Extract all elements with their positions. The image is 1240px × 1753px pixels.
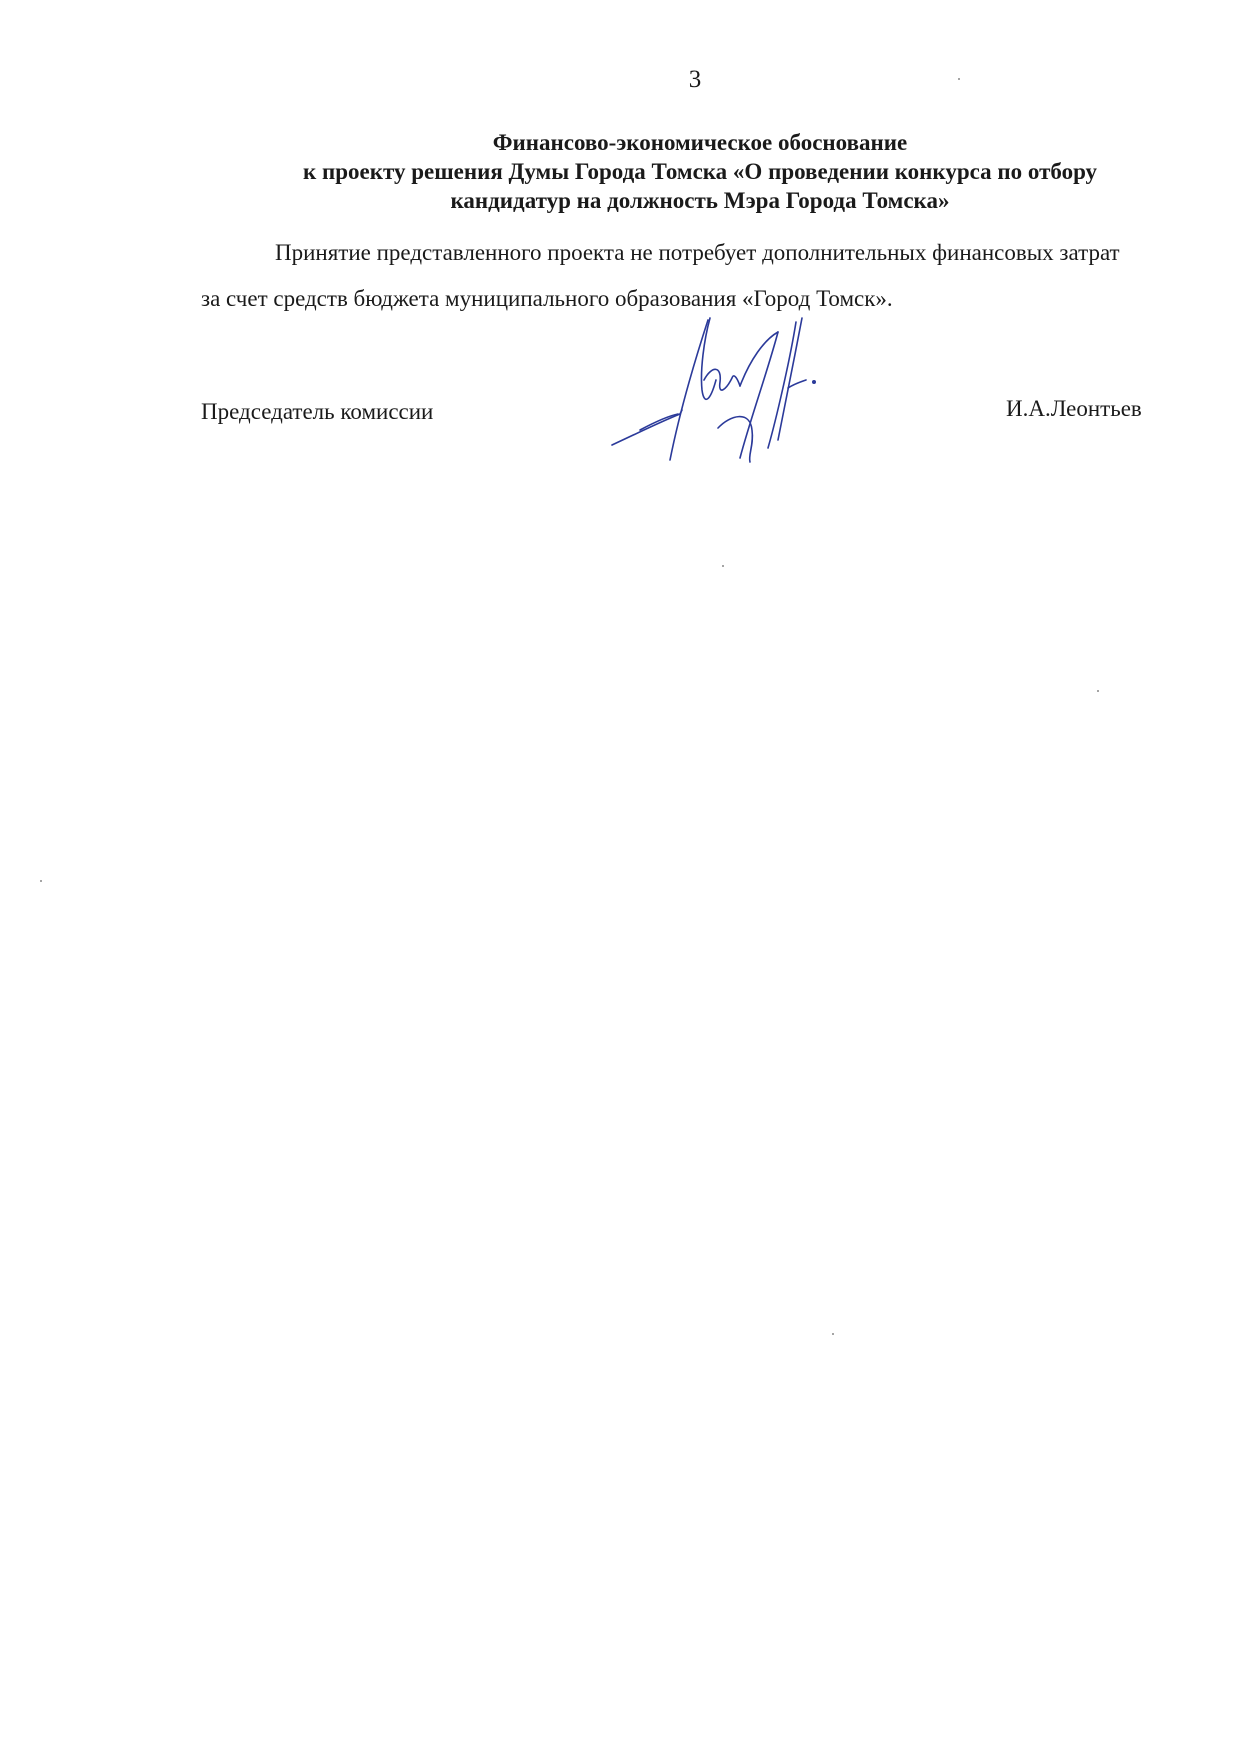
signatory-role: Председатель комиссии [201,399,434,424]
scan-speck [1097,690,1099,692]
page-number: 3 [688,66,702,93]
body-paragraph-line-1: Принятие представленного проекта не потребует дополнительных финансовых затрат [275,240,1120,265]
title-line-2: к проекту решения Думы Города Томска «О проведении конкурса по отбору [302,159,1098,184]
handwritten-signature [600,310,860,480]
body-paragraph-line-2: за счет средств бюджета муниципального образования «Город Томск». [201,286,893,311]
title-line-3: кандидатур на должность Мэра Города Томска» [450,188,950,213]
scan-speck [40,880,42,882]
signatory-name: И.А.Леонтьев [1006,396,1142,421]
scan-speck [958,78,960,80]
scan-speck [722,565,724,567]
scan-speck [832,1333,834,1335]
title-line-1: Финансово-экономическое обоснование [492,130,908,155]
document-title [200,128,1200,215]
